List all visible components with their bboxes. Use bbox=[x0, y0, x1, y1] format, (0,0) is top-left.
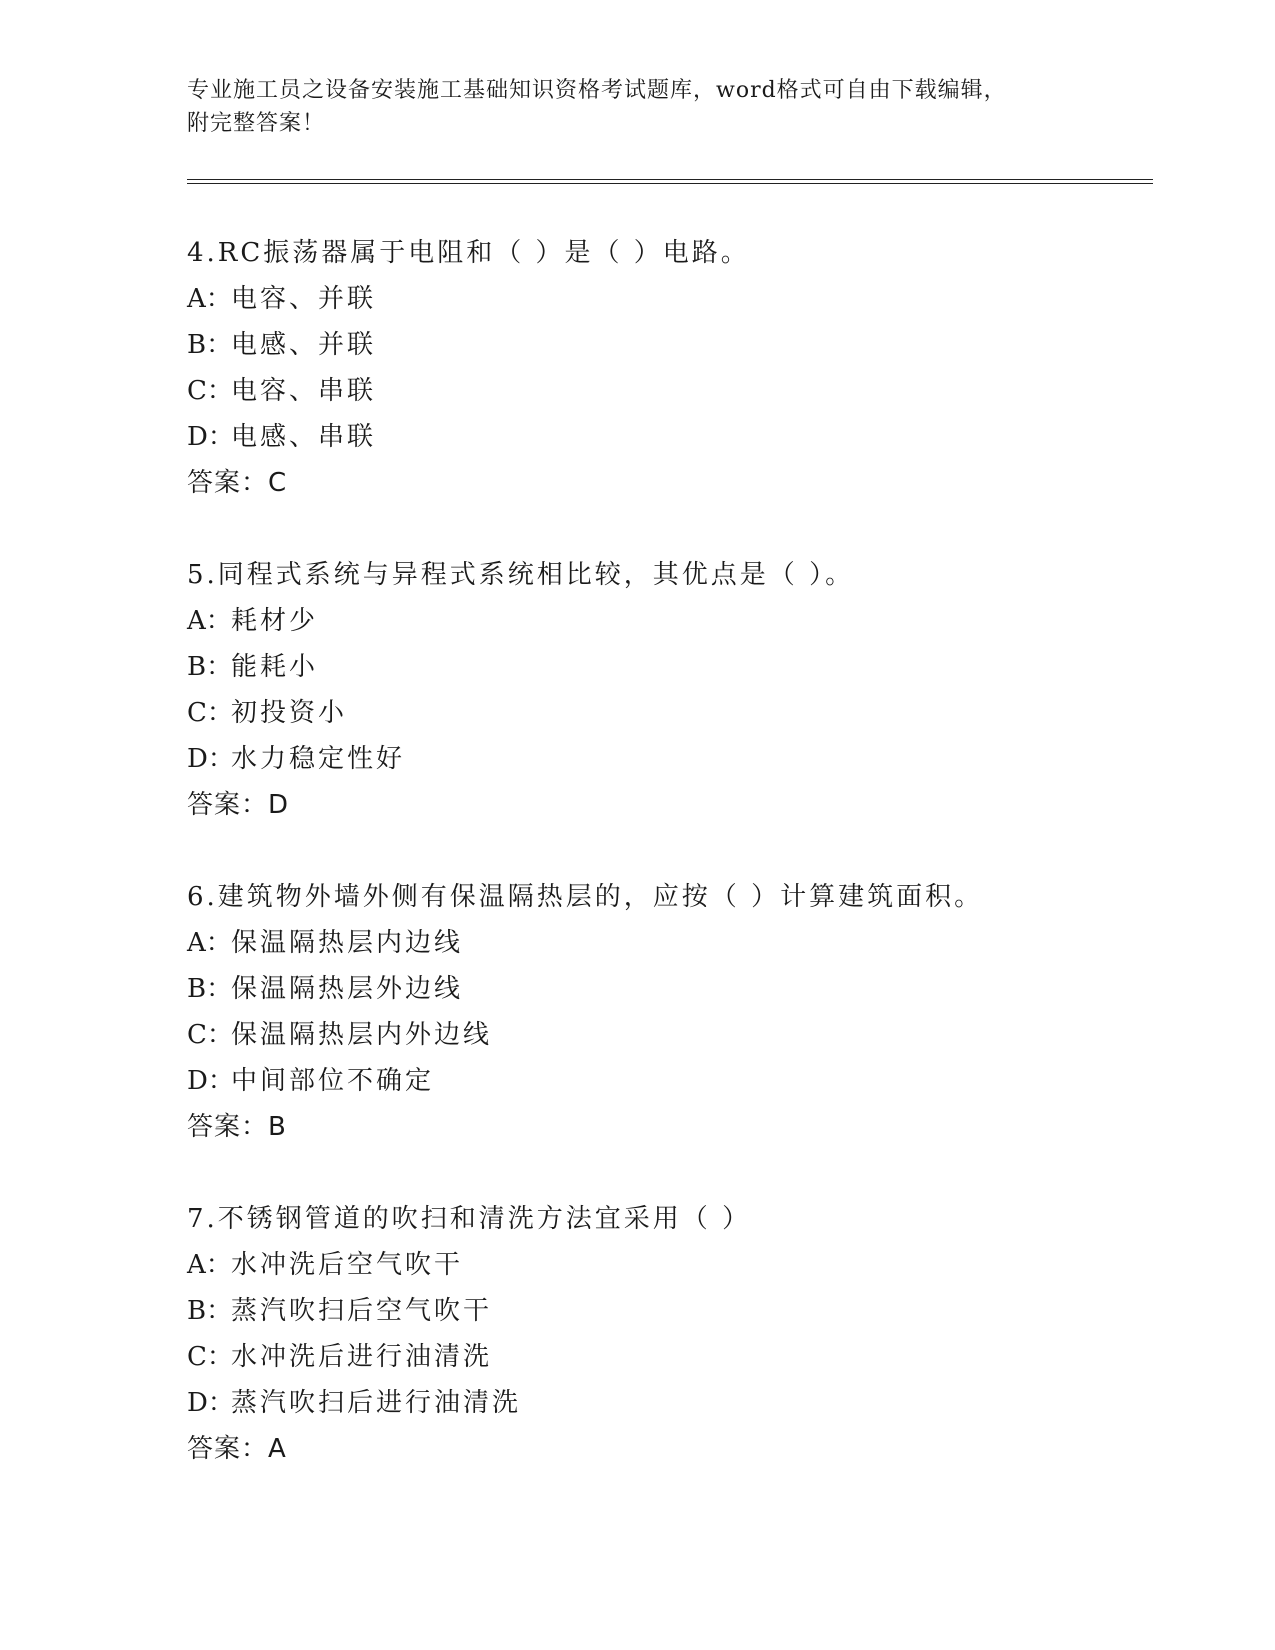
option-text: 耗材少 bbox=[231, 606, 319, 636]
option-letter: C： bbox=[187, 698, 233, 728]
question-stem: 7.不锈钢管道的吹扫和清洗方法宜采用（ ） bbox=[187, 1204, 752, 1234]
option-a bbox=[187, 598, 1147, 644]
option-c bbox=[187, 690, 1147, 736]
option-c bbox=[187, 1334, 1147, 1380]
option-c bbox=[187, 368, 1147, 414]
option-a bbox=[187, 276, 1147, 322]
option-letter: C： bbox=[187, 376, 233, 406]
option-b bbox=[187, 644, 1147, 690]
option-text: 电容、并联 bbox=[231, 284, 377, 314]
option-text: 蒸汽吹扫后空气吹干 bbox=[231, 1296, 493, 1326]
answer: 答案：A bbox=[187, 1434, 287, 1464]
option-letter: A： bbox=[187, 1250, 232, 1280]
option-letter: D： bbox=[187, 422, 234, 452]
document-header bbox=[187, 74, 1087, 140]
option-d bbox=[187, 1058, 1147, 1104]
option-text: 电感、并联 bbox=[231, 330, 377, 360]
option-text: 保温隔热层外边线 bbox=[231, 974, 464, 1004]
answer: 答案：B bbox=[187, 1112, 287, 1142]
header-line-1: 专业施工员之设备安装施工基础知识资格考试题库，word格式可自由下载编辑， bbox=[187, 78, 1007, 103]
header-line-2: 附完整答案！ bbox=[187, 111, 326, 136]
option-letter: B： bbox=[187, 330, 233, 360]
option-letter: D： bbox=[187, 1066, 234, 1096]
question-stem: 6.建筑物外墙外侧有保温隔热层的，应按（ ）计算建筑面积。 bbox=[187, 882, 984, 912]
header-divider-top bbox=[187, 179, 1153, 180]
option-letter: A： bbox=[187, 284, 232, 314]
option-text: 初投资小 bbox=[231, 698, 348, 728]
option-text: 水力稳定性好 bbox=[231, 744, 406, 774]
option-letter: C： bbox=[187, 1342, 233, 1372]
option-letter: A： bbox=[187, 606, 232, 636]
option-text: 水冲洗后空气吹干 bbox=[231, 1250, 464, 1280]
question-4 bbox=[187, 230, 1147, 506]
option-letter: D： bbox=[187, 744, 234, 774]
option-d bbox=[187, 414, 1147, 460]
option-c bbox=[187, 1012, 1147, 1058]
answer: 答案：D bbox=[187, 790, 290, 820]
option-letter: B： bbox=[187, 1296, 233, 1326]
option-a bbox=[187, 1242, 1147, 1288]
option-b bbox=[187, 1288, 1147, 1334]
answer: 答案：C bbox=[187, 468, 288, 498]
option-text: 电容、串联 bbox=[231, 376, 377, 406]
option-text: 中间部位不确定 bbox=[231, 1066, 435, 1096]
question-5 bbox=[187, 552, 1147, 828]
option-text: 保温隔热层内边线 bbox=[231, 928, 464, 958]
option-letter: D： bbox=[187, 1388, 234, 1418]
option-letter: C： bbox=[187, 1020, 233, 1050]
question-7 bbox=[187, 1196, 1147, 1472]
option-letter: B： bbox=[187, 974, 233, 1004]
option-text: 水冲洗后进行油清洗 bbox=[231, 1342, 493, 1372]
option-text: 能耗小 bbox=[231, 652, 319, 682]
option-letter: B： bbox=[187, 652, 233, 682]
option-d bbox=[187, 1380, 1147, 1426]
header-divider-bottom bbox=[187, 183, 1153, 184]
option-a bbox=[187, 920, 1147, 966]
option-text: 蒸汽吹扫后进行油清洗 bbox=[231, 1388, 522, 1418]
option-text: 保温隔热层内外边线 bbox=[231, 1020, 493, 1050]
question-stem: 4.RC振荡器属于电阻和（ ）是（ ）电路。 bbox=[187, 238, 750, 268]
option-d bbox=[187, 736, 1147, 782]
question-stem: 5.同程式系统与异程式系统相比较，其优点是（ ）。 bbox=[187, 560, 855, 590]
question-6 bbox=[187, 874, 1147, 1150]
option-b bbox=[187, 966, 1147, 1012]
option-text: 电感、串联 bbox=[231, 422, 377, 452]
option-b bbox=[187, 322, 1147, 368]
option-letter: A： bbox=[187, 928, 232, 958]
